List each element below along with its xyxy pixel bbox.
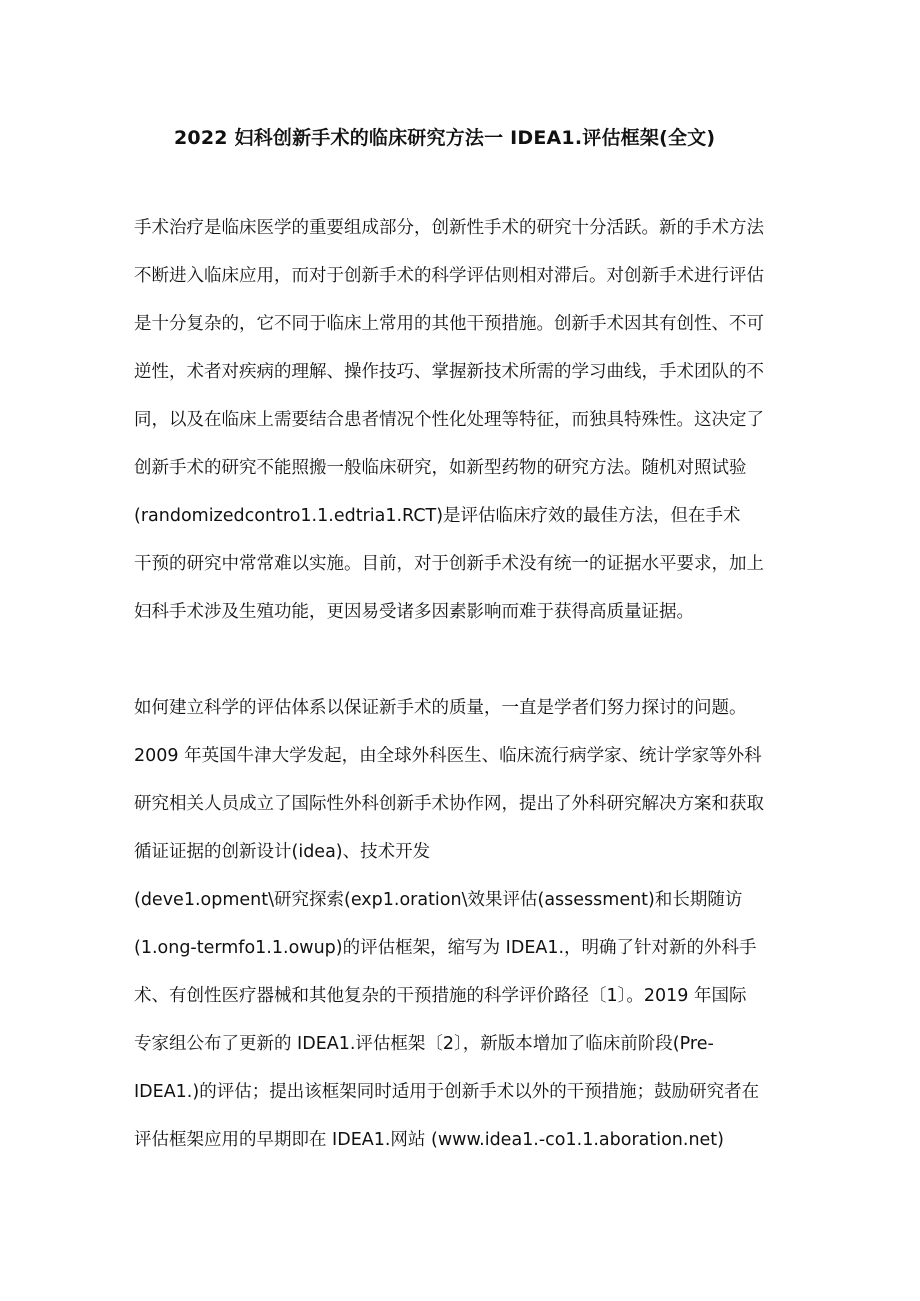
paragraph-1 (134, 204, 794, 636)
paragraph-line: 评估框架应用的早期即在 IDEA1.网站 (www.idea1.-co1.1.aboration.net) (134, 1130, 724, 1150)
paragraph-line: (deve1.opment\研究探索(exp1.oration\效果评估(assessment)和长期随访 (134, 890, 743, 910)
paragraph-line: 不断进入临床应用，而对于创新手术的科学评估则相对滞后。对创新手术进行评估 (134, 266, 764, 286)
paragraph-line: 术、有创性医疗器械和其他复杂的干预措施的科学评价路径〔1〕。2019 年国际 (134, 986, 747, 1006)
paragraph-line: IDEA1.)的评估；提出该框架同时适用于创新手术以外的干预措施；鼓励研究者在 (134, 1082, 760, 1102)
paragraph-line: 妇科手术涉及生殖功能，更因易受诸多因素影响而难于获得高质量证据。 (134, 602, 694, 622)
paragraph-line: 循证证据的创新设计(idea)、技术开发 (134, 842, 431, 862)
paragraph-line: 是十分复杂的，它不同于临床上常用的其他干预措施。创新手术因其有创性、不可 (134, 314, 764, 334)
document-title: 2022 妇科创新手术的临床研究方法一 IDEA1.评估框架(全文) (174, 127, 716, 149)
paragraph-line: 研究相关人员成立了国际性外科创新手术协作网，提出了外科研究解决方案和获取 (134, 794, 764, 814)
paragraph-line: 专家组公布了更新的 IDEA1.评估框架〔2〕，新版本增加了临床前阶段(Pre- (134, 1034, 714, 1054)
paragraph-line: 如何建立科学的评估体系以保证新手术的质量，一直是学者们努力探讨的问题。 (134, 698, 747, 718)
paragraph-line: 2009 年英国牛津大学发起，由全球外科医生、临床流行病学家、统计学家等外科 (134, 746, 762, 766)
paragraph-line: 同，以及在临床上需要结合患者情况个性化处理等特征，而独具特殊性。这决定了 (134, 410, 764, 430)
paragraph-line: (randomizedcontro1.1.edtria1.RCT)是评估临床疗效的最佳方法，但在手术 (134, 506, 741, 526)
paragraph-line: 创新手术的研究不能照搬一般临床研究，如新型药物的研究方法。随机对照试验 (134, 458, 747, 478)
paragraph-line: 手术治疗是临床医学的重要组成部分，创新性手术的研究十分活跃。新的手术方法 (134, 218, 764, 238)
paragraph-line: 逆性，术者对疾病的理解、操作技巧、掌握新技术所需的学习曲线，手术团队的不 (134, 362, 764, 382)
paragraph-line: (1.ong-termfo1.1.owup)的评估框架，缩写为 IDEA1.，明确了针对新的外科手 (134, 938, 757, 958)
paragraph-2 (134, 684, 794, 1164)
paragraph-line: 干预的研究中常常难以实施。目前，对于创新手术没有统一的证据水平要求，加上 (134, 554, 764, 574)
